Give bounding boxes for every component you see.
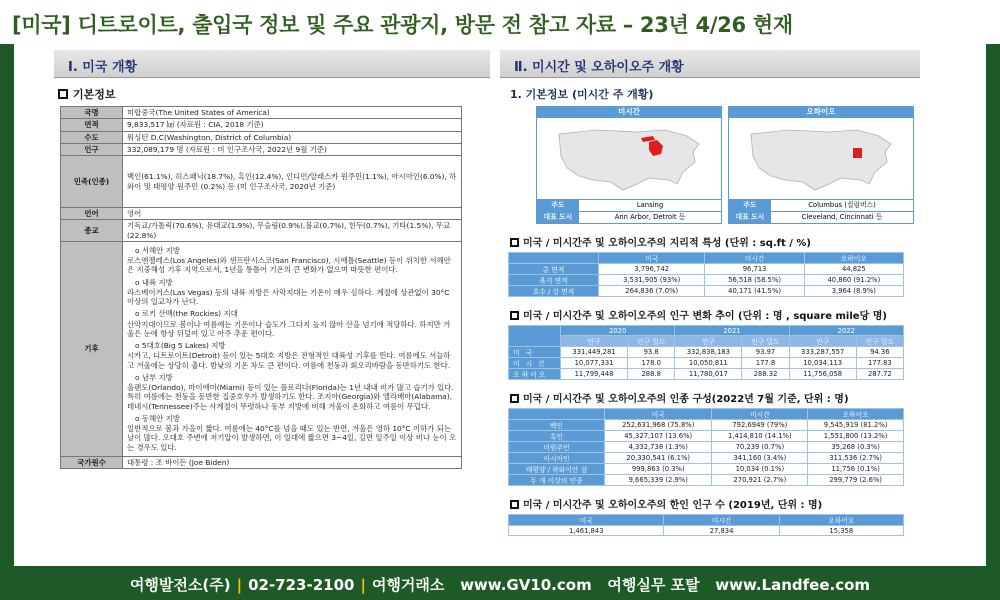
- climate-heading: o 5대호(Big 5 Lakes) 지방: [135, 341, 457, 350]
- usa-map-icon: [537, 118, 721, 199]
- table-row: [61, 156, 462, 208]
- geo-heading: [510, 234, 920, 249]
- row-key: 면적: [61, 119, 123, 131]
- table-header-row: [509, 326, 904, 336]
- climate-heading: o 서해안 지방: [135, 246, 457, 255]
- year-header: 2021: [675, 326, 789, 336]
- row-key: 국가원수: [61, 456, 123, 468]
- capital-value: Lansing: [636, 201, 664, 209]
- cell: 10,034,113: [789, 358, 856, 369]
- col-header: 미시간: [712, 409, 808, 420]
- col-header: 미국: [509, 515, 664, 526]
- sub-header: 인구 밀도: [856, 336, 903, 347]
- cell: 4,332,738 (1.3%): [605, 442, 712, 453]
- cell: 311,536 (2.7%): [808, 453, 904, 464]
- table-row: [509, 442, 904, 453]
- table-row: [509, 264, 904, 275]
- cell: 40,171 (41.5%): [705, 286, 804, 297]
- city-value: Ann Arbor, Detroit 등: [614, 213, 686, 221]
- climate-heading: o 동해안 지방: [135, 414, 457, 423]
- table-header-row: [509, 409, 904, 420]
- usa-map-michigan: [536, 118, 722, 200]
- cell: 93.8: [628, 347, 675, 358]
- michigan-map-card: [536, 106, 722, 224]
- table-row: [509, 358, 904, 369]
- basic-info-heading: [58, 86, 490, 102]
- capital-value: Columbus (컬럼버스): [808, 201, 876, 209]
- cell: 11,799,448: [561, 369, 628, 380]
- title-bar: [0, 0, 1000, 44]
- table-header-row: [509, 515, 904, 526]
- basic-info-table: [60, 106, 462, 469]
- right-section-title: Ⅱ. 미시간 및 오하이오주 개황: [500, 50, 920, 78]
- footer-bar: [0, 566, 1000, 600]
- row-key: 미시간: [509, 358, 561, 369]
- cell: 178.0: [628, 358, 675, 369]
- sub-header: 인구: [561, 336, 628, 347]
- row-key: 아시아인: [509, 453, 605, 464]
- cell: 177.8: [742, 358, 789, 369]
- pop-table: [508, 325, 904, 380]
- cell: 40,860 (91.2%): [804, 275, 903, 286]
- pop-title: 미국 / 미시간주 및 오하이오주의 인구 변화 추이 (단위 : 명 , square mile당 명): [523, 311, 887, 322]
- city-key: 대표 도시: [729, 212, 771, 223]
- page-title: [미국] 디트로이트, 출입국 정보 및 주요 관광지, 방문 전 참고 자료 – 23년 4/26 현재: [12, 13, 793, 37]
- cell: 10,077,331: [561, 358, 628, 369]
- table-subheader-row: [509, 336, 904, 347]
- table-row: [509, 453, 904, 464]
- cell: 792,6949 (79%): [712, 420, 808, 431]
- cell: 45,327,107 (13.6%): [605, 431, 712, 442]
- corner-cell: [509, 409, 605, 420]
- footer-exchange: 여행거래소: [371, 576, 445, 594]
- row-key: 태평양 / 하와이안 섬: [509, 464, 605, 475]
- table-row: [61, 119, 462, 131]
- year-header: 2020: [561, 326, 675, 336]
- col-header: 미국: [599, 253, 705, 264]
- table-row: [509, 526, 904, 536]
- separator: |: [360, 576, 366, 594]
- usa-map-icon: [729, 118, 913, 199]
- pop-heading: [510, 307, 920, 322]
- climate-heading: o 남부 지방: [135, 373, 457, 382]
- row-key: 총 면적: [509, 264, 599, 275]
- year-header: 2022: [789, 326, 903, 336]
- col-header: 미국: [605, 409, 712, 420]
- table-row: [509, 420, 904, 431]
- cell: 3,964 (8.9%): [804, 286, 903, 297]
- climate-text: 일반적으로 봄과 가을이 짧다. 여름에는 40°C를 넘을 때도 있는 반면, 겨울은 영하 10°C 이하가 되는 날이 많다. 오대호 주변에 저기압이 발생하면, 이 일대에 짧으면 3~4일, 길면 일주일 이상 비나 눈이 오는 경우도 있다.: [127, 424, 457, 452]
- table-row: [61, 143, 462, 155]
- race-heading: [510, 390, 920, 405]
- table-row: [509, 369, 904, 380]
- row-key: 종교: [61, 220, 123, 242]
- capital-key: 주도: [729, 200, 771, 211]
- table-row: [61, 208, 462, 220]
- geo-table: [508, 252, 904, 297]
- checkbox-icon: [510, 311, 519, 320]
- right-document: [500, 50, 920, 562]
- cell: 331,449,281: [561, 347, 628, 358]
- race-title: 미국 / 미시간주 및 오하이오주의 인종 구성(2022년 7월 기준, 단위 : 명): [523, 394, 849, 405]
- cell: 96,713: [705, 264, 804, 275]
- cell: 11,756 (0.1%): [808, 464, 904, 475]
- table-row: [61, 241, 462, 456]
- corner-cell: [509, 326, 561, 347]
- cell: 10,050,811: [675, 358, 742, 369]
- cell: 3,531,905 (93%): [599, 275, 705, 286]
- row-value: 332,089,179 명 (자료원 : 미 인구조사국, 2022년 9월 기준): [123, 143, 462, 155]
- table-header-row: [509, 253, 904, 264]
- climate-text: 라스베이거스(Las Vegas) 등의 내륙 지방은 사막지대는 기온이 매우 심하다. 계절에 상관없이 30°C 이상의 일교차가 난다.: [127, 287, 450, 306]
- row-key: 호수 / 강 면적: [509, 286, 599, 297]
- table-row: [509, 275, 904, 286]
- sub-header: 인구 밀도: [742, 336, 789, 347]
- row-key: 인구: [61, 143, 123, 155]
- geo-title: 미국 / 미시간주 및 오하이오주의 지리적 특성 (단위 : sq.ft / %): [523, 238, 811, 249]
- cell: 1,461,843: [509, 526, 664, 536]
- cell: 264,836 (7.0%): [599, 286, 705, 297]
- corner-cell: [509, 253, 599, 264]
- table-row: [509, 286, 904, 297]
- footer-phone[interactable]: 02-723-2100: [248, 576, 355, 594]
- map-title: 미시간: [536, 106, 722, 118]
- row-key: 흑인: [509, 431, 605, 442]
- cell: 27,834: [664, 526, 779, 536]
- cell: 9,545,919 (81.2%): [808, 420, 904, 431]
- checkbox-icon: [58, 89, 68, 99]
- row-value: 미합중국(The United States of America): [123, 107, 462, 119]
- row-key: 미원주민: [509, 442, 605, 453]
- col-header: 미시간: [705, 253, 804, 264]
- row-value: 대통령 : 조 바이든 (Joe Biden): [123, 456, 462, 468]
- col-header: 오하이오: [804, 253, 903, 264]
- cell: 332,838,183: [675, 347, 742, 358]
- sub-header: 인구: [675, 336, 742, 347]
- row-value: 9,833,517 ㎢ (자료원 : CIA, 2018 기준): [123, 119, 462, 131]
- row-key: 백인: [509, 420, 605, 431]
- city-value: Cleveland, Cincinnati 등: [801, 213, 883, 221]
- footer-portal-link[interactable]: www.Landfee.com: [715, 576, 871, 594]
- left-section-title: Ⅰ. 미국 개황: [54, 50, 490, 78]
- climate-text: 시카고, 디트로이트(Detroit) 등이 있는 5대호 지방은 전형적인 대륙성 기후를 띈다. 여름에도 서늘하고 겨울에는 상당히 춥다. 밤낮의 기온 차도 큰 편이다. 여름에 천둥과 회오리바람을 동반하기도 한다.: [127, 351, 451, 370]
- korean-heading: [510, 496, 920, 511]
- climate-text: 산악지대이므로 봄이나 여름에는 기온이나 습도가 그다지 높지 않아 산을 넘기에 적당하다. 하지만 겨울은 눈에 항상 뒤덮여 있고 아주 추운 편이다.: [127, 319, 451, 338]
- cell: 15,358: [779, 526, 903, 536]
- ohio-map-card: [728, 106, 914, 224]
- cell: 9,665,339 (2.9%): [605, 475, 712, 486]
- cell: 288.8: [628, 369, 675, 380]
- cell: 270,921 (2.7%): [712, 475, 808, 486]
- cell: 288.32: [742, 369, 789, 380]
- cell: 11,756,058: [789, 369, 856, 380]
- korean-table: [508, 514, 904, 536]
- separator: |: [236, 576, 243, 594]
- sub-header: 인구: [789, 336, 856, 347]
- table-row: [61, 220, 462, 242]
- ohio-highlight: [853, 148, 862, 158]
- cell: 252,631,968 (75.8%): [605, 420, 712, 431]
- footer-exchange-link[interactable]: www.GV10.com: [460, 576, 592, 594]
- cell: 10,034 (0.1%): [712, 464, 808, 475]
- cell: 3,796,742: [599, 264, 705, 275]
- capital-row: [536, 200, 722, 212]
- row-key: 미국: [509, 347, 561, 358]
- row-key: 민족(인종): [61, 156, 123, 208]
- map-title: 오하이오: [728, 106, 914, 118]
- korean-title: 미국 / 미시간주 및 오하이오주의 한인 인구 수 (2019년, 단위 : 명): [523, 500, 823, 511]
- checkbox-icon: [510, 394, 519, 403]
- checkbox-icon: [510, 238, 519, 247]
- table-row: [61, 107, 462, 119]
- race-table: [508, 408, 904, 486]
- basic-info-label: 기본정보: [73, 88, 116, 101]
- climate-text: 로스앤젤레스(Los Angeles)와 샌프란시스코(San Francisco), 시애틀(Seattle) 등이 위치한 서해안은 지중해성 기후 지역으로서, 1년을 통틀어 기온의 큰 변화가 없으며 따뜻한 편이다.: [127, 256, 451, 275]
- left-document: [54, 50, 490, 562]
- cell: 1,414,810 (14.1%): [712, 431, 808, 442]
- capital-row: [728, 200, 914, 212]
- sub-header: 인구 밀도: [628, 336, 675, 347]
- table-row: [61, 456, 462, 468]
- row-value: 영어: [123, 208, 462, 220]
- row-value: 백인(61.1%), 히스패닉(18.7%), 흑인(12.4%), 인디언/알래스카 원주민(1.1%), 아시아인(6.0%), 하와이 및 태평양 원주민 (0.2%) 등 (미 인구조사국, 2020년 기준): [123, 156, 462, 208]
- table-row: [509, 475, 904, 486]
- cell: 1,551,800 (13.2%): [808, 431, 904, 442]
- climate-cell: [123, 241, 462, 456]
- row-value: 워싱턴 D.C(Washington, District of Columbia): [123, 131, 462, 143]
- climate-heading: o 로키 산맥(the Rockies) 지대: [135, 309, 457, 318]
- col-header: 미시간: [664, 515, 779, 526]
- cell: 287.72: [856, 369, 903, 380]
- city-key: 대표 도시: [537, 212, 579, 223]
- climate-text: 올랜도(Orlando), 마이애미(Miami) 등이 있는 플로리다(Florida)는 1년 내내 비가 많고 습기가 있다. 특히 여름에는 천둥을 동반한 집중호우가 발생하기도 한다. 조지아(Georgia)와 앨라배마(Alabama), 테네시(Tennessee)주는 사계절이 뚜렷하나 동부 지방에 비해 겨울이 온화하고 여름이 무덥다.: [127, 383, 454, 411]
- col-header: 오하이오: [808, 409, 904, 420]
- footer-portal: 여행실무 포탈: [607, 576, 700, 594]
- row-key: 두 개 이상의 인종: [509, 475, 605, 486]
- city-row: [536, 212, 722, 224]
- cell: 20,330,541 (6.1%): [605, 453, 712, 464]
- row-value: 기독교/가톨릭(70.6%), 유대교(1.9%), 무슬림(0.9%),불교(0.7%), 힌두(0.7%), 기타(1.5%), 무교(22.8%): [123, 220, 462, 242]
- cell: 94.36: [856, 347, 903, 358]
- right-basic-heading: 1. 기본정보 (미시간 주 개황): [510, 88, 654, 101]
- cell: 999,863 (0.3%): [605, 464, 712, 475]
- footer-company: 여행발전소(주): [129, 576, 231, 594]
- row-key: 언어: [61, 208, 123, 220]
- capital-key: 주도: [537, 200, 579, 211]
- cell: 56,518 (58.5%): [705, 275, 804, 286]
- cell: 11,780,017: [675, 369, 742, 380]
- row-key: 국명: [61, 107, 123, 119]
- footer-text: [0, 574, 1000, 595]
- row-key: 수도: [61, 131, 123, 143]
- cell: 333,287,557: [789, 347, 856, 358]
- usa-map-ohio: [728, 118, 914, 200]
- cell: 341,160 (3.4%): [712, 453, 808, 464]
- cell: 35,268 (0.3%): [808, 442, 904, 453]
- row-key: 기후: [61, 241, 123, 456]
- climate-heading: o 내륙 지방: [135, 278, 457, 287]
- table-row: [509, 464, 904, 475]
- table-row: [509, 347, 904, 358]
- checkbox-icon: [510, 500, 519, 509]
- state-maps: [500, 106, 920, 224]
- col-header: 오하이오: [779, 515, 903, 526]
- cell: 299,779 (2.6%): [808, 475, 904, 486]
- table-row: [61, 131, 462, 143]
- row-key: 육지 면적: [509, 275, 599, 286]
- table-row: [509, 431, 904, 442]
- cell: 70,239 (0.7%): [712, 442, 808, 453]
- city-row: [728, 212, 914, 224]
- cell: 44,825: [804, 264, 903, 275]
- row-key: 오하이오: [509, 369, 561, 380]
- cell: 93.97: [742, 347, 789, 358]
- cell: 177.83: [856, 358, 903, 369]
